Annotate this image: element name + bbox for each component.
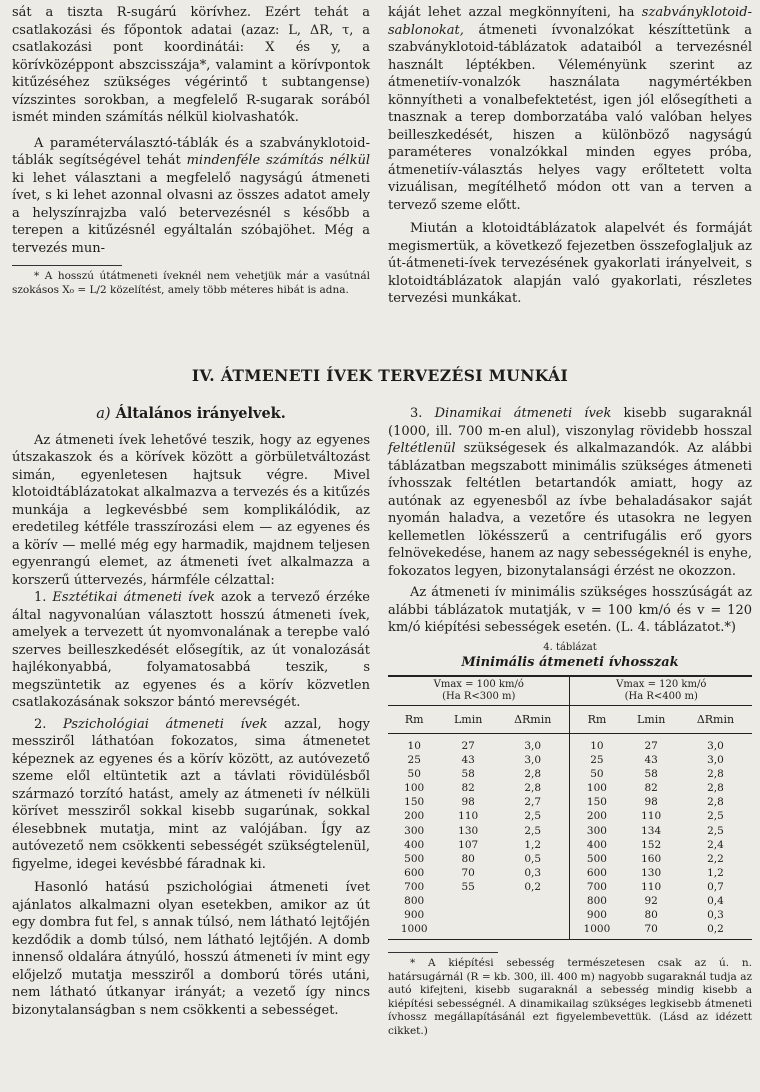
paragraph-text: ki lehet választani a megfelelő nagyságú átmeneti ívet, s ki lehet azonnal olvasni az összes adatot amely a helyszínrajzba való betervezésnél s később a terepen a kitűzésnél egyáltalán szóbajöhet. Még a tervezés mun-: [12, 170, 370, 256]
paragraph-text: kisebb sugaraknál (1000, ill. 700 m-en alul), viszonylag rövidebb hosszal: [388, 406, 752, 439]
paragraph-text: A paraméterválasztó-táblák és a szabványklotoid-táblák segítségével tehát: [12, 135, 370, 168]
table-cell: 50: [407, 768, 421, 781]
section-title: Általános irányelvek.: [115, 405, 286, 422]
table-cell: 2,5: [524, 824, 542, 837]
table-cell: 110: [458, 810, 479, 823]
list-item: [388, 405, 752, 580]
paragraph-text: azzal, hogy messziről láthatóan fokozatos, sima átmenetet képeznek az egyenes és a körív között, az autóvezető szeme elől eltüntetik azt a távlati rövidülésből származó torzító hatást, amely az átmeneti ív nélküli körívet messziről sokkal kisebb sugarúnak, sokkal élesebbnek mutatja, mint az valójában. Így az autóvezető nem csökkenti sebességét szükségtelenül, figyelme, idegei kevésbbé fáradnak ki.: [12, 716, 370, 872]
table-cell: 2,8: [707, 796, 724, 809]
table-row: [388, 824, 752, 838]
table-cell: 700: [570, 880, 623, 894]
table-cell: 98: [461, 796, 475, 809]
table-cell: 58: [461, 768, 475, 781]
table-title: Minimális átmeneti ívhosszak: [461, 654, 679, 670]
table-cell: 2,5: [707, 810, 724, 823]
table-cell: 110: [641, 810, 662, 823]
item-number: 1.: [34, 590, 47, 605]
table-cell: 0,2: [524, 880, 542, 893]
table-cell: 0,3: [524, 866, 542, 879]
table-cell: 2,4: [707, 838, 724, 851]
table-cell: 2,2: [707, 852, 724, 865]
table-cell: 500: [404, 852, 425, 865]
table-cell: 43: [644, 754, 658, 767]
table-number: 4. táblázat: [543, 641, 597, 653]
list-item: [12, 716, 370, 874]
table-cell: 200: [404, 810, 425, 823]
table-row: [388, 809, 752, 823]
table-column-header-row: [388, 705, 752, 734]
table-cell: 58: [644, 768, 658, 781]
item-number: 2.: [34, 716, 47, 732]
table-cell: 98: [644, 796, 658, 809]
table-cell: 800: [404, 895, 425, 908]
table-body: [388, 734, 752, 940]
emphasis: szabványklotoid-sablonokat,: [388, 5, 752, 38]
table-cell: 400: [404, 838, 425, 851]
table-cell: 80: [644, 909, 658, 922]
footnote-divider: [12, 265, 122, 266]
table-cell: 43: [461, 754, 475, 767]
col-header-radius: Rm: [570, 705, 623, 734]
group-speed-label: Vmax = 120 km/ó: [616, 678, 707, 690]
table-cell: 70: [623, 922, 679, 940]
table-cell: 150: [404, 796, 425, 809]
emphasis: mindenféle számítás nélkül: [186, 153, 370, 168]
table-cell: 10: [407, 740, 421, 752]
table-cell: 600: [404, 866, 425, 879]
group-header-120: [570, 676, 752, 706]
table-cell: 92: [644, 895, 658, 908]
table-cell: 2,5: [524, 810, 542, 823]
table-row: [388, 734, 752, 754]
group-header-100: [388, 676, 570, 706]
section-letter: a): [96, 406, 111, 422]
table-cell: 3,0: [707, 740, 724, 752]
table-cell: 2,8: [707, 768, 724, 781]
table-cell: 2,5: [707, 824, 724, 837]
col-header-length: Lmin: [623, 705, 679, 734]
table-cell: 130: [641, 866, 662, 879]
table-cell: 134: [641, 824, 662, 837]
table-cell: 160: [641, 852, 662, 865]
table-cell: 2,8: [524, 768, 542, 781]
group-radius-label: (Ha R<400 m): [624, 690, 698, 702]
paragraph: Az átmeneti ívek lehetővé teszik, hogy az egyenes útszakaszok és a körívek között a görbületváltozást simán, egyenletesen hajtsuk végre. Mivel klotoidtáblázatokat alkalmazva a tervezés és a kitűzés munkája a legkevésbbé sem komplikálódik, az eredetileg kétféle trasszírozási elem — az egyenes és a körív — mellé még egy harmadik, majdnem teljesen egyenrangú elemet, az átmeneti ívet alkalmazza a korszerű úttervezés, hármféle célzattal:: [12, 432, 370, 588]
table-cell: 0,5: [524, 852, 542, 865]
table-cell: 1000: [388, 922, 440, 940]
table-cell: [496, 922, 570, 940]
table-cell: 900: [404, 909, 425, 922]
top-right-column: [388, 4, 752, 308]
paragraph-text: átmeneti ívvonalzókat készíttetünk a szabványklotoid-táblázatok adataiból a tervezésnél használt léptékben. Véleményünk szerint az átmenetiív-vonalzók használata nagymértékben könnyítheti a vonalbefektetést, igen jól elősegítheti a tnasznak a terep domborzatába való valóban helyes beilleszkedését, hiszen a különböző nagyságú paraméteres vonalzókkal minden egyes próba, átmenetiív-választás helyes vagy erőltetett volta vizuálisan, megítélhető módon ott van a terven a tervező szeme előtt.: [388, 22, 752, 213]
table-cell: 3,0: [707, 754, 724, 767]
table-cell: 300: [404, 824, 425, 837]
emphasis: Dinamikai átmeneti ívek: [434, 406, 612, 421]
paragraph-text: szükségesek és alkalmazandók. Az alábbi táblázatban megszabott minimális szükséges átmeneti ívhosszak feltétlen betartandók amiatt, hogy az autónak az egyenesből az ívbe behaladásakor saját nyomán haladva, a vezetőre és utasokra ne legyen kellemetlen lökésszerű a centrifugális erő gyors felnövekedése, hanem az nagy sebességeknél is enyhe, fokozatos legyen, bizonytalansági érzést ne okozzon.: [388, 441, 752, 579]
table-cell: [440, 894, 496, 908]
table-cell: 10: [570, 734, 623, 754]
paragraph: sát a tiszta R-sugárú körívhez. Ezért tehát a csatlakozási és főpontok adatai (azaz: L, ΔR, τ, a csatlakozási pont koordinátái: X és y, a körívközéppont abszcisszája*, valamint a körívpontok kitűzéséhez szükséges végérintő t subtangense) vízszintes sorokban, a megfelelő R-sugarak sorából ismét minden számítás nélkül kiolvashatók.: [12, 5, 370, 125]
section-heading: [12, 405, 370, 424]
paragraph: [388, 4, 752, 214]
col-header-radius: Rm: [388, 705, 440, 734]
top-left-column: [12, 4, 370, 297]
table-cell: [496, 894, 570, 908]
table-cell: 300: [570, 824, 623, 838]
table-cell: 80: [461, 852, 475, 865]
table-cell: 900: [570, 908, 623, 922]
paragraph-text: azok a tervező érzéke által nagyvonalúan választott hosszú átmeneti ívek, amelyek a tervezett út nyomvonalának a terepbe való szerves beilleszkedését elősegítik, az út vonalozását hajlékonyabbá, folyamatosabbá teszik, s megszüntetik az egyenes és a körív közvetlen csatlakozásának sokszor bántó merevségét.: [12, 590, 370, 710]
paragraph: Miután a klotoidtáblázatok alapelvét és formáját megismertük, a következő fejezetben összefoglaljuk az út-átmeneti-ívek tervezésének gyakorlati irányelveit, s klotoidtáblázatok alapján való gyakorlati, részletes tervezési munkákat.: [388, 221, 752, 306]
table-row: [388, 852, 752, 866]
item-number: 3.: [410, 406, 423, 421]
col-header-delta-r: ΔRmin: [496, 705, 570, 734]
list-item: [12, 589, 370, 712]
table-cell: 2,8: [524, 782, 542, 795]
col-header-length: Lmin: [440, 705, 496, 734]
footnote: * A kiépítési sebesség természetesen csak az ú. n. határsugárnál (R = kb. 300, ill. 400 m) nagyobb sugaraknál tudja az autó kifejteni, kisebb sugaraknál a sebesség mindig kisebb a kiépítési sebességnél. A dinamikailag szükséges legkisebb átmeneti ívhossz megállapításánál ezt figyelembevettük. (Lásd az idézett cikket.): [388, 957, 752, 1037]
bottom-left-column: [12, 405, 370, 1019]
table-cell: 200: [570, 809, 623, 823]
table-cell: 1,2: [524, 838, 542, 851]
table-cell: 600: [570, 866, 623, 880]
table-group-header-row: [388, 676, 752, 706]
table-cell: 70: [461, 866, 475, 879]
table-cell: 27: [461, 740, 475, 752]
emphasis: Pszichológiai átmeneti ívek: [62, 716, 268, 732]
table-cell: 107: [458, 838, 479, 851]
paragraph: Hasonló hatású pszichológiai átmeneti ívet ajánlatos alkalmazni olyan esetekben, amikor az út egy dombra fut fel, s annak túlsó, nem látható lejtőjén kezdődik a domb túlsó, nem látható lejtőjén. A domb innenső oldalára átnyúló, hosszú átmeneti ív mint egy előjelző mutatja messziről a domború törés utáni, nem látható útkanyar irányát; a vezető így nincs bizonytalanságban s nem csökkenti a sebességet.: [12, 880, 370, 1018]
table-cell: 0,4: [707, 895, 724, 908]
table-cell: 82: [644, 782, 658, 795]
table-cell: 800: [570, 894, 623, 908]
table-cell: 25: [407, 754, 421, 767]
min-transition-length-table: [388, 675, 752, 941]
emphasis: Esztétikai átmeneti ívek: [52, 590, 216, 605]
table-cell: [440, 922, 496, 940]
table-cell: 100: [570, 781, 623, 795]
paragraph: [12, 135, 370, 258]
group-speed-label: Vmax = 100 km/ó: [433, 678, 524, 690]
table-cell: 0,2: [679, 922, 752, 940]
table-cell: 130: [458, 824, 479, 837]
table-row: [388, 922, 752, 940]
table-row: [388, 880, 752, 894]
table-cell: 1000: [570, 922, 623, 940]
table-row: [388, 908, 752, 922]
table-cell: 152: [641, 838, 662, 851]
paragraph: Az átmeneti ív minimális szükséges hosszúságát az alábbi táblázatok mutatják, v = 100 km/ó és v = 120 km/ó kiépítési sebességek esetén. (L. 4. táblázatot.*): [388, 585, 752, 635]
table-row: [388, 894, 752, 908]
table-cell: 1,2: [707, 866, 724, 879]
table-row: [388, 838, 752, 852]
table-cell: 25: [570, 753, 623, 767]
table-cell: 2,7: [524, 796, 542, 809]
table-cell: 0,7: [707, 880, 724, 893]
table-cell: 400: [570, 838, 623, 852]
table-cell: 2,8: [707, 782, 724, 795]
table-row: [388, 866, 752, 880]
table-cell: 3,0: [524, 740, 542, 752]
table-cell: 3,0: [524, 754, 542, 767]
table-cell: 700: [404, 880, 425, 893]
table-cell: 55: [461, 880, 475, 893]
table-cell: [440, 908, 496, 922]
footnote-divider: [388, 952, 498, 953]
table-cell: 150: [570, 795, 623, 809]
emphasis: feltétlenül: [388, 441, 456, 456]
table-cell: 0,3: [707, 909, 724, 922]
paragraph-text: káját lehet azzal megkönnyíteni, ha: [388, 5, 642, 20]
group-radius-label: (Ha R<300 m): [442, 690, 516, 702]
table-row: [388, 781, 752, 795]
table-row: [388, 753, 752, 767]
footnote: * A hosszú útátmeneti íveknél nem vehetjük már a vasútnál szokásos X₀ = L/2 közelítést, amely több méteres hibát is adna.: [12, 270, 370, 296]
table-cell: 100: [404, 782, 425, 795]
table-row: [388, 767, 752, 781]
col-header-delta-r: ΔRmin: [679, 705, 752, 734]
table-cell: 500: [570, 852, 623, 866]
bottom-right-column: [388, 405, 752, 1038]
table-row: [388, 795, 752, 809]
table-cell: 82: [461, 782, 475, 795]
table-cell: 50: [570, 767, 623, 781]
table-cell: 110: [641, 880, 662, 893]
chapter-heading: IV. ÁTMENETI ÍVEK TERVEZÉSI MUNKÁI: [191, 366, 569, 385]
table-cell: [496, 908, 570, 922]
table-cell: 27: [644, 740, 658, 752]
